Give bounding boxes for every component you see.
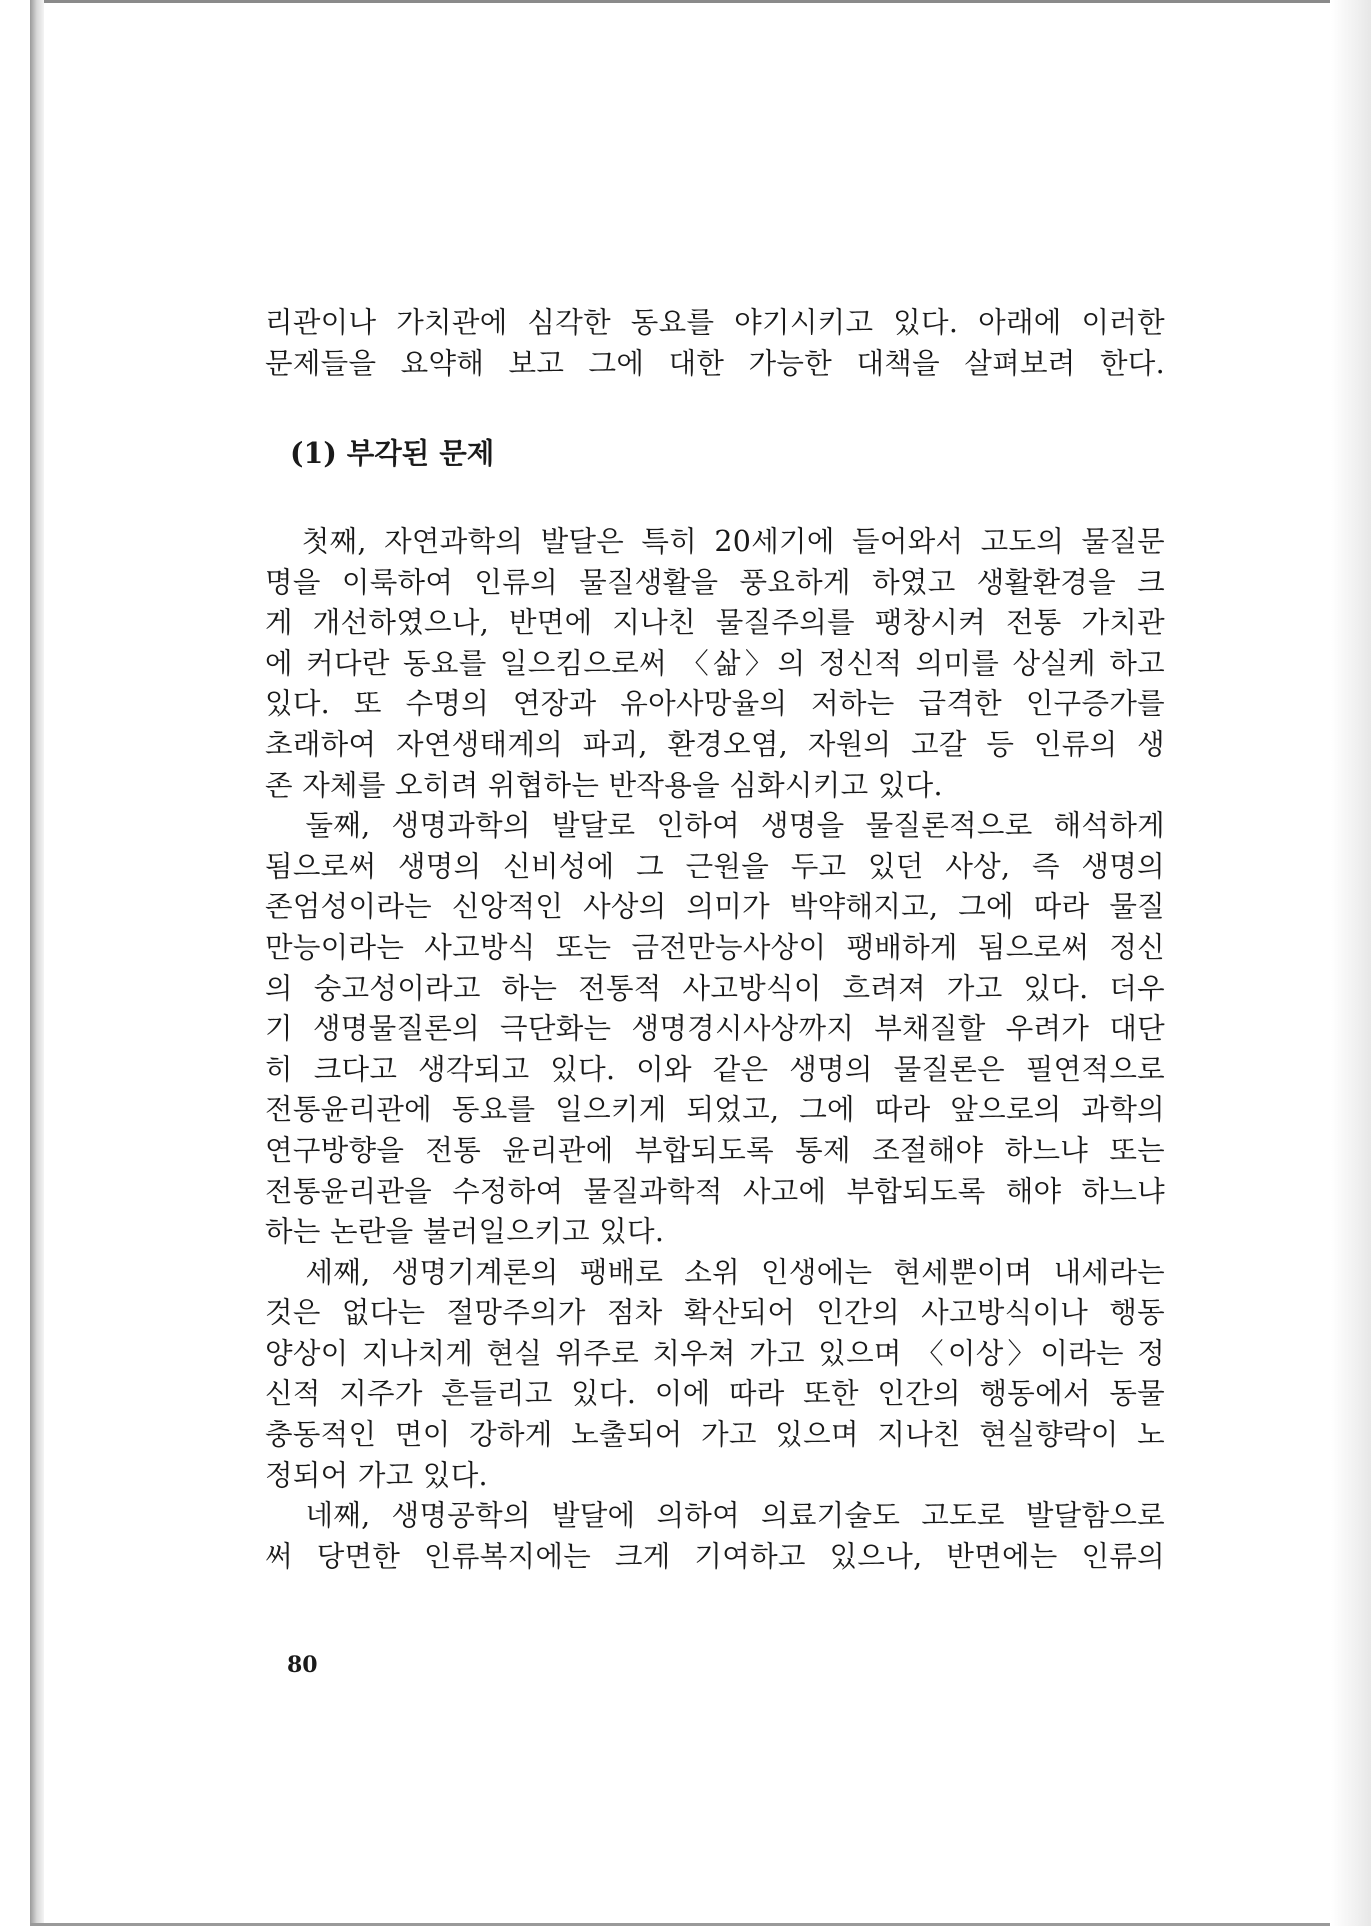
text-line: 하는 논란을 불러일으키고 있다.: [265, 1215, 665, 1249]
text-line: 세째, 생명기계론의 팽배로 소위 인생에는 현세뿐이며 내세라는: [265, 1255, 1165, 1289]
text-line: 명을 이룩하여 인류의 물질생활을 풍요하게 하였고 생활환경을 크: [265, 565, 1165, 599]
text-line: 써 당면한 인류복지에는 크게 기여하고 있으나, 반면에는 인류의: [265, 1539, 1165, 1573]
text-line: 문제들을 요약해 보고 그에 대한 가능한 대책을 살펴보려 한다.: [265, 346, 1165, 380]
text-line: 히 크다고 생각되고 있다. 이와 같은 생명의 물질론은 필연적으로: [265, 1052, 1165, 1086]
page-spine-shadow: [30, 0, 44, 1926]
text-line: 네째, 생명공학의 발달에 의하여 의료기술도 고도로 발달함으로: [265, 1499, 1165, 1533]
text-line: 존 자체를 오히려 위협하는 반작용을 심화시키고 있다.: [265, 768, 943, 802]
text-line: 둘째, 생명과학의 발달로 인하여 생명을 물질론적으로 해석하게: [265, 809, 1165, 843]
text-line: 리관이나 가치관에 심각한 동요를 야기시키고 있다. 아래에 이러한: [265, 306, 1165, 339]
text-line: 것은 없다는 절망주의가 점차 확산되어 인간의 사고방식이나 행동: [265, 1296, 1165, 1330]
section-heading: (1) 부각된 문제: [290, 436, 495, 470]
text-line: 있다. 또 수명의 연장과 유아사망율의 저하는 급격한 인구증가를: [265, 687, 1165, 721]
text-line: 만능이라는 사고방식 또는 금전만능사상이 팽배하게 됨으로써 정신: [265, 930, 1165, 964]
page-right-shadow: [1331, 0, 1371, 1926]
text-line: 연구방향을 전통 윤리관에 부합되도록 통제 조절해야 하느냐 또는: [265, 1133, 1165, 1167]
text-line: 초래하여 자연생태계의 파괴, 환경오염, 자원의 고갈 등 인류의 생: [265, 727, 1165, 761]
intro-paragraph: [265, 303, 1165, 384]
text-line: 첫째, 자연과학의 발달은 특히 20세기에 들어와서 고도의 물질문: [265, 525, 1165, 558]
body-text: [265, 522, 1165, 1577]
text-line: 양상이 지나치게 현실 위주로 치우쳐 가고 있으며 〈이상〉이라는 정: [265, 1336, 1165, 1370]
text-line: 게 개선하였으나, 반면에 지나친 물질주의를 팽창시켜 전통 가치관: [265, 606, 1165, 640]
text-line: 존엄성이라는 신앙적인 사상의 의미가 박약해지고, 그에 따라 물질: [265, 890, 1165, 924]
text-line: 됨으로써 생명의 신비성에 그 근원을 두고 있던 사상, 즉 생명의: [265, 849, 1165, 883]
text-line: 에 커다란 동요를 일으킴으로써 〈삶〉의 정신적 의미를 상실케 하고: [265, 646, 1165, 680]
text-line: 충동적인 면이 강하게 노출되어 가고 있으며 지나친 현실향락이 노: [265, 1418, 1165, 1452]
text-line: 정되어 가고 있다.: [265, 1458, 488, 1492]
text-line: 전통윤리관에 동요를 일으키게 되었고, 그에 따라 앞으로의 과학의: [265, 1093, 1165, 1127]
text-line: 의 숭고성이라고 하는 전통적 사고방식이 흐려져 가고 있다. 더우: [265, 971, 1165, 1005]
text-line: 기 생명물질론의 극단화는 생명경시사상까지 부채질할 우려가 대단: [265, 1012, 1165, 1046]
page-number: 80: [287, 1652, 318, 1678]
text-line: 신적 지주가 흔들리고 있다. 이에 따라 또한 인간의 행동에서 동물: [265, 1377, 1165, 1411]
text-line: 전통윤리관을 수정하여 물질과학적 사고에 부합되도록 해야 하느냐: [265, 1174, 1165, 1208]
